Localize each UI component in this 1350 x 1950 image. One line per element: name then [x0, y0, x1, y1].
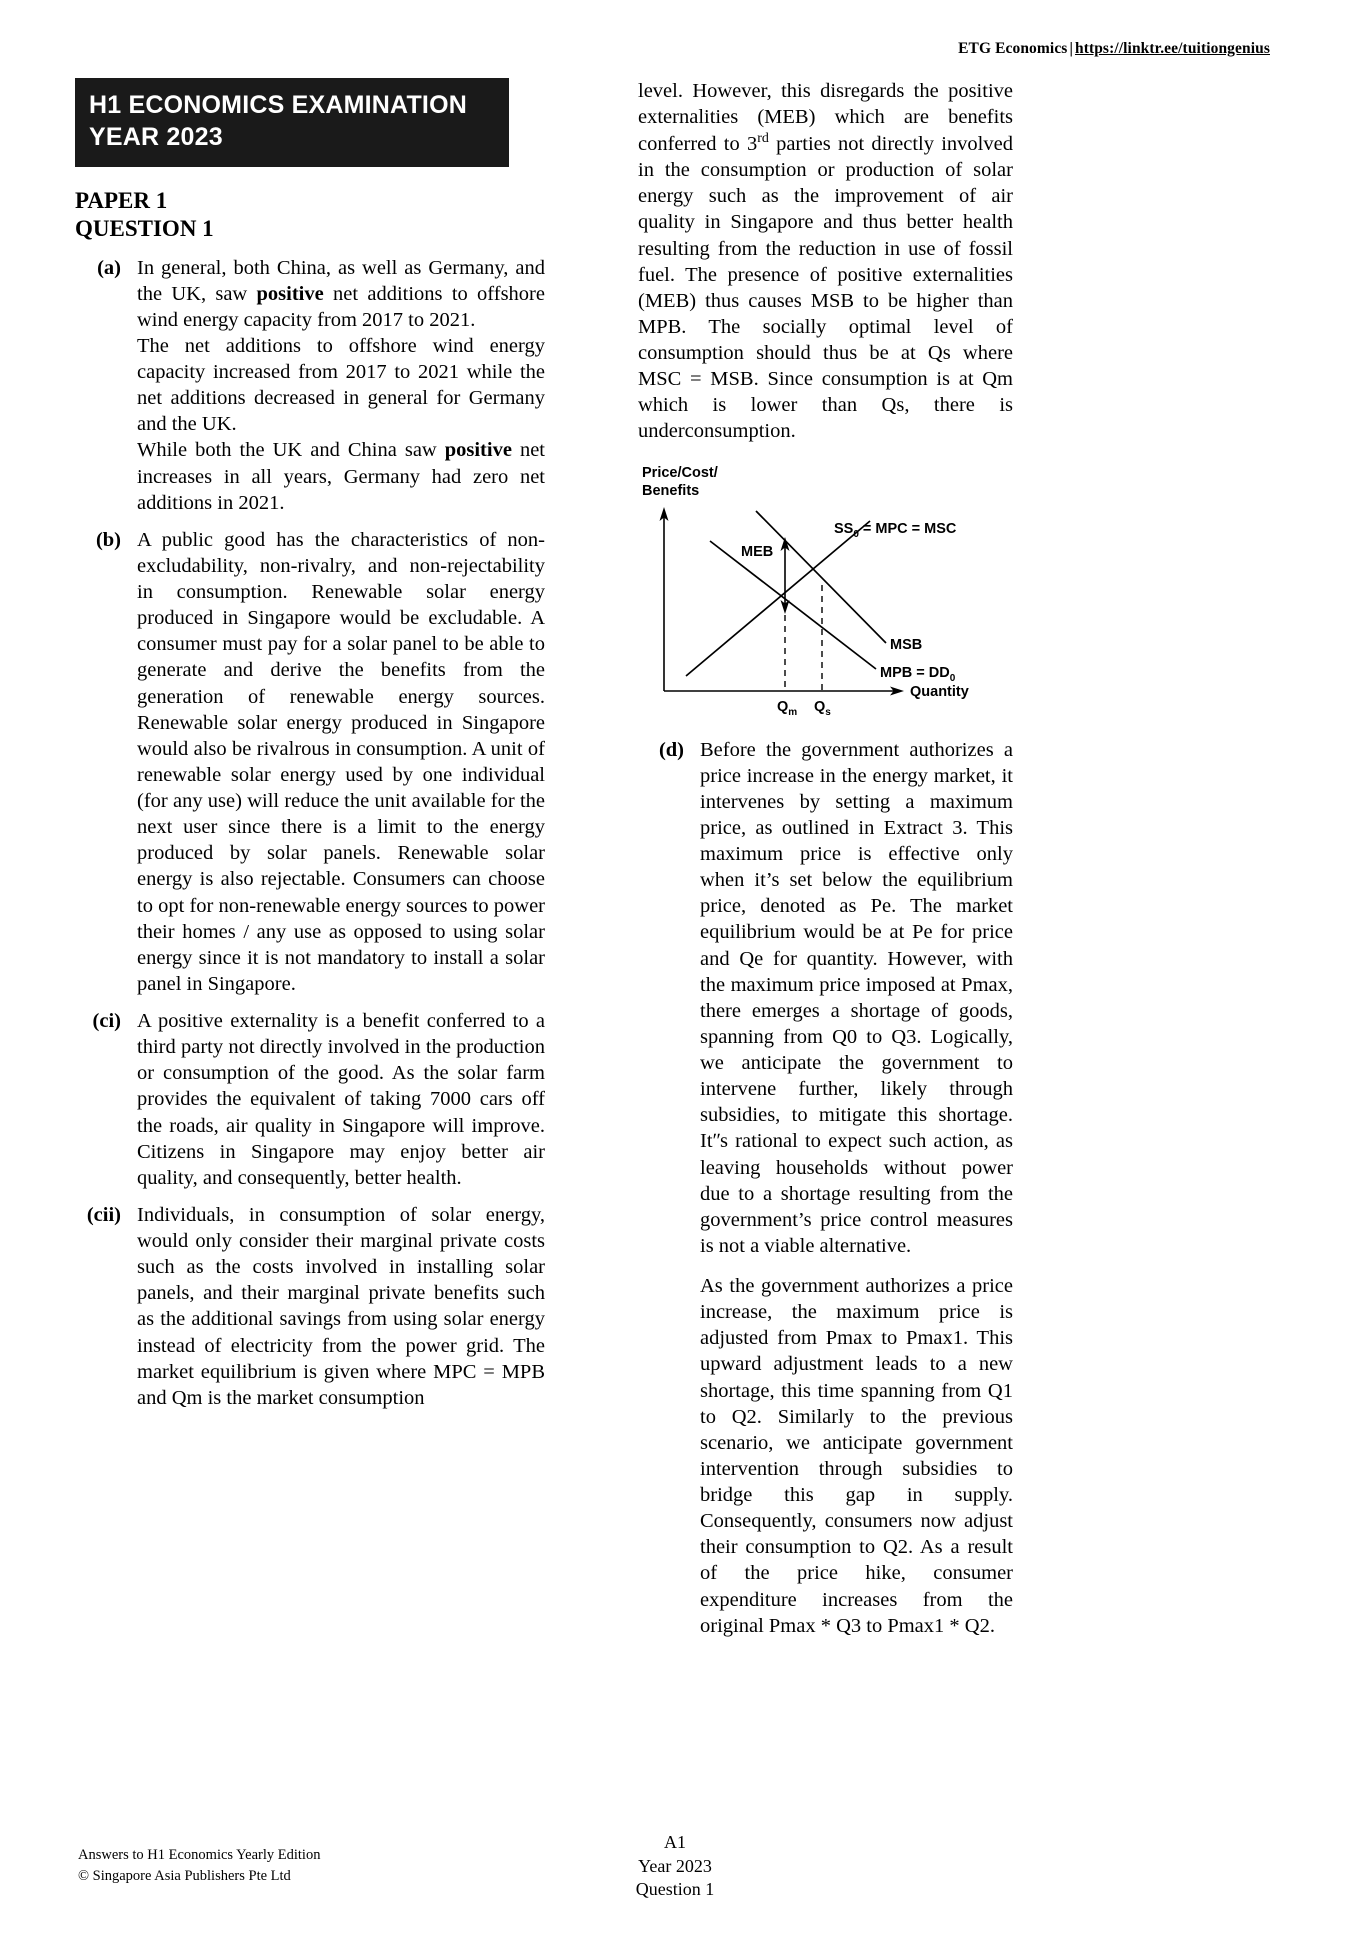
diagram-msb-label: MSB: [890, 636, 923, 653]
cii-cont-pre: level. However, this disregards the positive externalities (MEB) which are benefits conferred to 3: [638, 80, 1013, 156]
header-separator: |: [1069, 40, 1073, 57]
item-label-ci: (ci): [92, 1010, 121, 1033]
title-banner: [75, 78, 509, 167]
item-a-p3-bold: positive: [444, 439, 512, 462]
item-a-paragraph-3: [137, 437, 545, 515]
paper-label: PAPER 1: [75, 188, 168, 213]
header-link[interactable]: https://linktr.ee/tuitiongenius: [1074, 40, 1270, 57]
item-body-d: [700, 737, 1013, 1639]
item-a-p1-pre: In general, both China, as well as Germany, and the UK, saw: [137, 256, 545, 305]
item-a-paragraph-1: [137, 255, 545, 333]
item-a-p1-post: net additions to offshore wind energy capacity from 2017 to 2021.: [137, 282, 545, 331]
header-brand: ETG Economics: [958, 40, 1068, 57]
positive-externality-diagram: [638, 463, 1013, 723]
question-label: QUESTION 1: [75, 216, 214, 242]
diagram-mpb-label: [880, 665, 956, 684]
diagram-supply-label-main: SS: [834, 520, 854, 537]
item-a-p3-pre: While both the UK and China saw: [137, 439, 445, 462]
item-b-paragraph: A public good has the characteristics of non-excludability, non-rivalry, and non-rejectability in consumption. Renewable solar energy produced in Singapore would be excludable. A consumer must pay for a solar panel to be able to generate and derive the benefits from the generation of renewable energy sources. Renewable solar energy produced in Singapore would also be rivalrous in consumption. A unit of renewable solar energy used by one individual (for any use) will reduce the unit available for the next user since there is a limit to the energy produced by solar panels. Renewable solar energy is also rejectable. Consumers can choose to opt for non-renewable energy sources to power their homes / any use as opposed to using solar energy since it is not mandatory to install a solar panel in Singapore.: [137, 528, 545, 995]
item-ci-paragraph: A positive externality is a benefit conferred to a third party not directly involved in the production or consumption of the good. As the solar farm provides the equivalent of taking 7000 cars off the roads, air quality in Singapore will improve. Citizens in Singapore may enjoy better air quality, and consequently, better health.: [137, 1010, 545, 1189]
diagram-meb-label: MEB: [741, 543, 774, 560]
footer-edition: Answers to H1 Economics Yearly Edition: [78, 1846, 321, 1863]
diagram-tick-qm-main: Q: [777, 698, 789, 715]
right-column: [638, 78, 1013, 1639]
cii-cont-post: parties not directly involved in the consumption or production of solar energy such as the improvement of air quality in Singapore and thus better health resulting from the reduction in use of fossil fuel. The presence of positive externalities (MEB) thus causes MSB to be higher than MPB. The socially optimal level of consumption should thus be at Qs where MSC = MSB. Since consumption is at Qm which is lower than Qs, there is underconsumption.: [638, 133, 1013, 443]
left-column: [75, 78, 545, 1411]
answer-item-a: [75, 255, 545, 516]
diagram-y-axis-label-line1: Price/Cost/: [642, 464, 718, 481]
item-body-cii: [137, 1202, 545, 1411]
item-cii-paragraph: Individuals, in consumption of solar energy, would only consider their marginal private costs such as the costs involved in installing solar panels, and their marginal private benefits such as the additional savings from using solar energy instead of electricity from the power grid. The market equilibrium is given where MPC = MPB and Qm is the market consumption: [137, 1203, 545, 1409]
footer-year: Year 2023: [638, 1855, 712, 1876]
diagram-x-axis-label: Quantity: [910, 683, 969, 700]
item-label-cii: (cii): [86, 1203, 121, 1226]
diagram-tick-qs-sub: s: [825, 706, 831, 718]
item-d-paragraph-2: As the government authorizes a price increase, the maximum price is adjusted from Pmax to Pmax1. This upward adjustment leads to a new shortage, this time spanning from Q1 to Q2. Similarly to the previous scenario, we anticipate government intervention through subsidies to bridge this gap in supply. Consequently, consumers now adjust their consumption to Q2. As a result of the price hike, consumer expenditure increases from the original Pmax * Q3 to Pmax1 * Q2.: [700, 1275, 1013, 1637]
footer-copyright: © Singapore Asia Publishers Pte Ltd: [78, 1868, 291, 1885]
page-footer: [0, 1800, 1350, 1950]
paper-heading: [75, 187, 545, 244]
diagram-mpb-curve: [710, 541, 876, 669]
diagram-supply-label: [834, 521, 957, 540]
item-label-a: (a): [97, 256, 121, 279]
diagram-supply-label-sub: 0: [853, 528, 859, 540]
banner-line-1: H1 ECONOMICS EXAMINATION: [89, 91, 467, 119]
diagram-tick-qs: [814, 699, 831, 718]
answer-item-b: [75, 527, 545, 997]
banner-line-2: YEAR 2023: [89, 122, 223, 151]
diagram-supply-label-suffix: = MPC = MSC: [858, 520, 957, 537]
running-header: [80, 40, 1270, 58]
footer-center: [0, 1831, 1350, 1902]
diagram-mpb-label-main: MPB = DD: [880, 664, 950, 681]
diagram-tick-qm-sub: m: [788, 706, 798, 718]
diagram-mpb-label-sub: 0: [949, 672, 956, 684]
diagram-tick-qs-main: Q: [814, 698, 826, 715]
footer-page-number: A1: [664, 1831, 686, 1852]
item-a-p1-bold: positive: [256, 282, 324, 305]
answer-item-cii: [75, 1202, 545, 1411]
answer-item-d: [638, 737, 1013, 1639]
item-a-paragraph-2: The net additions to offshore wind energy capacity increased from 2017 to 2021 while the net additions decreased in general for Germany and the UK.: [137, 334, 545, 436]
answer-item-ci: [75, 1008, 545, 1191]
item-body-a: [137, 255, 545, 516]
diagram-y-axis-label-line2: Benefits: [642, 482, 700, 499]
item-cii-continuation: [638, 78, 1013, 445]
item-a-p3-post: net increases in all years, Germany had zero net additions in 2021.: [137, 439, 545, 514]
item-body-b: [137, 527, 545, 997]
item-label-d: (d): [658, 738, 684, 761]
item-label-b: (b): [95, 528, 121, 551]
cii-cont-ordinal: rd: [757, 131, 769, 147]
diagram-tick-qm: [777, 699, 797, 718]
item-body-ci: [137, 1008, 545, 1191]
item-d-paragraph-1: Before the government authorizes a price increase in the energy market, it intervenes by setting a maximum price, as outlined in Extract 3. This maximum price is effective only when it’s set below the equilibrium price, denoted as Pe. The market equilibrium would be at Pe for price and Qe for quantity. However, with the maximum price imposed at Pmax, there emerges a shortage of goods, spanning from Q0 to Q3. Logically, we anticipate the government to intervene further, likely through subsidies, to mitigate this shortage. Itʺs rational to expect such action, as leaving households without power due to a shortage resulting from the government’s price control measures is not a viable alternative.: [700, 738, 1013, 1257]
footer-question: Question 1: [635, 1879, 715, 1900]
